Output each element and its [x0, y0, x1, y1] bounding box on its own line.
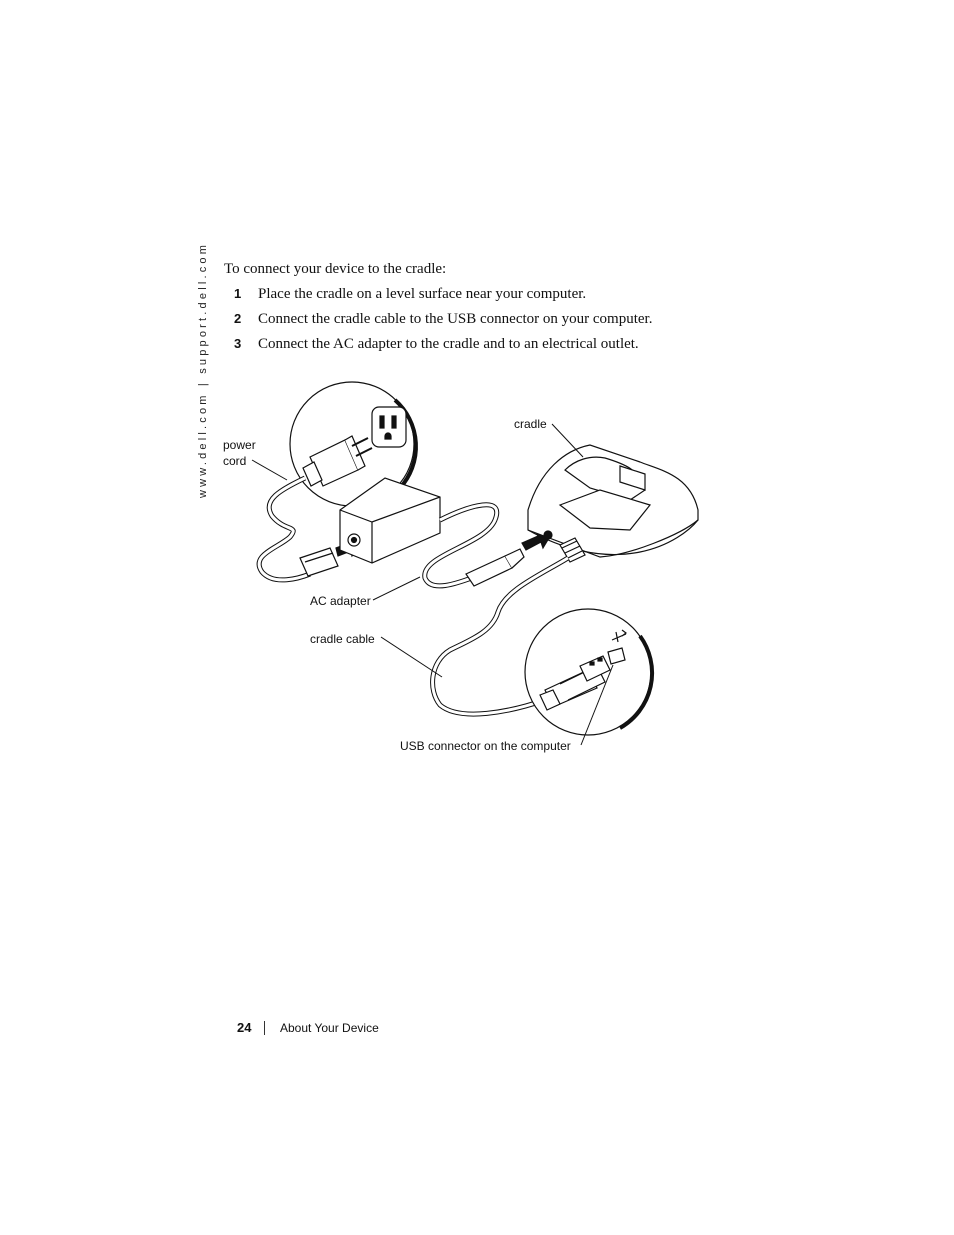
label-power-cord: power cord	[223, 438, 256, 468]
usb-magnifier	[525, 609, 652, 735]
step-text: Connect the cradle cable to the USB connector on your computer.	[258, 311, 653, 327]
cradle-device	[528, 445, 698, 557]
step-text: Connect the AC adapter to the cradle and to an electrical outlet.	[258, 336, 639, 352]
step-text: Place the cradle on a level surface near your computer.	[258, 286, 587, 302]
section-title: About Your Device	[280, 1021, 379, 1035]
leader-cradle	[552, 424, 583, 457]
intro-text: To connect your device to the cradle:	[224, 261, 447, 277]
step-number: 2	[234, 311, 242, 326]
footer-separator	[264, 1021, 265, 1035]
adapter-plug	[300, 548, 338, 576]
label-ac-adapter: AC adapter	[310, 594, 371, 608]
leader-cradle-cable	[381, 637, 442, 677]
page-number: 24	[237, 1020, 252, 1035]
step-number: 1	[234, 286, 242, 301]
label-usb-connector: USB connector on the computer	[400, 739, 571, 753]
leader-power-cord	[252, 460, 287, 480]
barrel-plug	[466, 549, 524, 586]
label-cradle-cable: cradle cable	[310, 632, 375, 646]
side-url: www.dell.com | support.dell.com	[197, 241, 209, 498]
label-cradle: cradle	[514, 417, 547, 431]
leader-ac-adapter	[373, 577, 420, 600]
step-number: 3	[234, 336, 242, 351]
